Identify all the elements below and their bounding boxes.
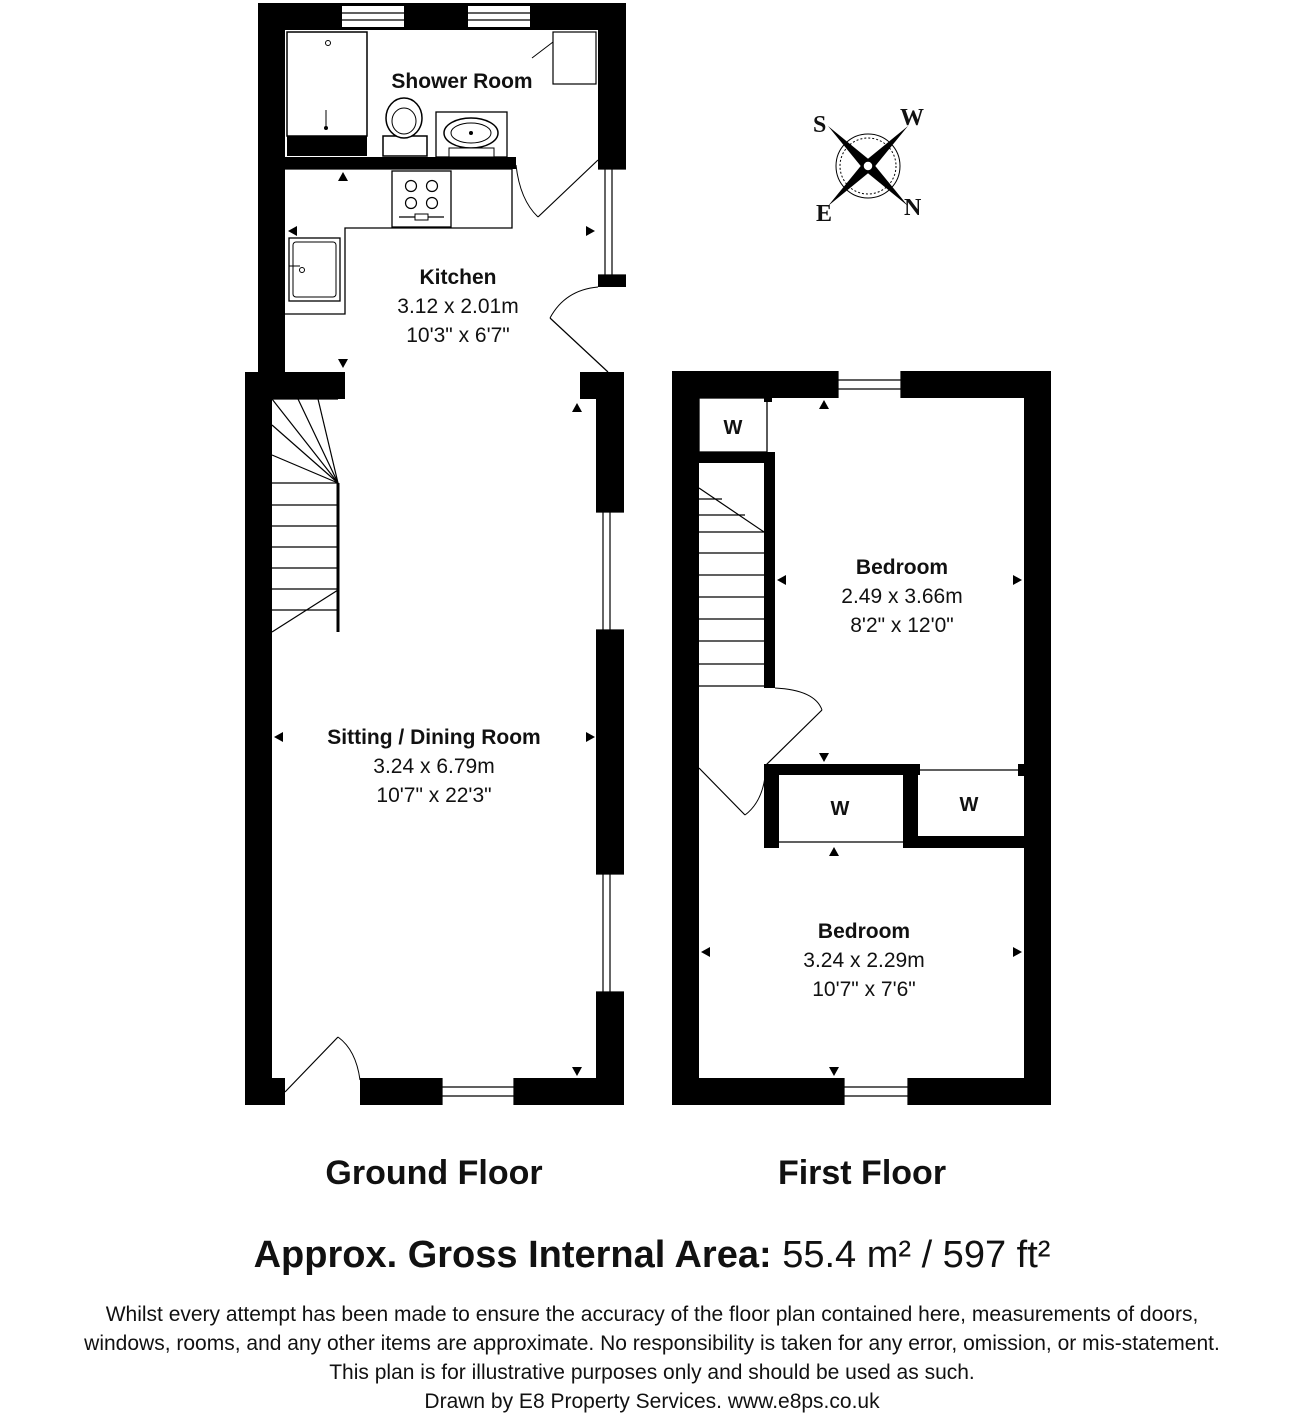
bedroom-1-imperial: 8'2" x 12'0" — [850, 614, 954, 637]
area-label: Approx. Gross Internal Area: — [253, 1234, 772, 1276]
compass-rose-icon — [828, 126, 908, 206]
basin — [436, 112, 507, 157]
wall — [672, 371, 699, 1105]
kitchen-label: Kitchen — [419, 266, 497, 289]
wardrobe-label: W — [959, 794, 979, 816]
wardrobe-label: W — [723, 417, 743, 439]
kitchen-sink — [289, 238, 340, 301]
wall — [764, 764, 920, 775]
wall — [598, 275, 626, 287]
wall — [764, 764, 779, 848]
disclaimer — [0, 1300, 1304, 1416]
door — [699, 688, 822, 815]
bedroom-2-label: Bedroom — [817, 920, 911, 943]
dimension-arrows — [701, 400, 1022, 1076]
window — [468, 6, 530, 27]
disclaimer-line: windows, rooms, and any other items are approximate. No responsibility is taken for any error, omission, or mis-statement. — [84, 1332, 1220, 1355]
wall — [258, 157, 516, 169]
kitchen-imperial: 10'3" x 6'7" — [406, 324, 510, 347]
wardrobe-label: W — [830, 798, 850, 820]
bedroom-2-metric: 3.24 x 2.29m — [803, 949, 925, 972]
wall — [903, 764, 918, 848]
wall — [598, 3, 626, 158]
disclaimer-line: This plan is for illustrative purposes only and should be used as such. — [329, 1361, 975, 1384]
first-floor-title: First Floor — [777, 1154, 947, 1192]
disclaimer-line: Drawn by E8 Property Services. www.e8ps.co.uk — [424, 1390, 880, 1413]
door — [285, 1037, 360, 1092]
wall — [245, 372, 272, 1105]
toilet — [383, 98, 427, 156]
door — [550, 287, 608, 372]
cupboard — [532, 32, 596, 84]
window — [598, 169, 626, 275]
shower-tray — [287, 32, 367, 156]
wall — [596, 372, 624, 1105]
wall — [245, 1078, 285, 1105]
ground-floor-plan — [245, 3, 626, 1105]
compass-east-label: E — [816, 201, 833, 227]
sitting-dining-metric: 3.24 x 6.79m — [373, 755, 495, 778]
wall — [903, 836, 1024, 848]
wall — [258, 3, 285, 158]
shower-room-label: Shower Room — [391, 70, 533, 93]
window — [838, 371, 901, 398]
window — [442, 1078, 514, 1105]
window — [596, 512, 624, 630]
staircase — [699, 488, 764, 686]
compass-south-label: S — [813, 112, 827, 138]
wall — [258, 157, 285, 372]
staircase — [272, 399, 338, 632]
disclaimer-line: Whilst every attempt has been made to ensure the accuracy of the floor plan contained here, measurements of doors, — [105, 1303, 1199, 1326]
compass-west-label: W — [900, 105, 924, 131]
window — [596, 874, 624, 992]
wall — [1024, 371, 1051, 1105]
compass-north-label: N — [904, 195, 922, 221]
gross-internal-area — [0, 1234, 1304, 1277]
bedroom-1-metric: 2.49 x 3.66m — [841, 585, 963, 608]
window — [844, 1078, 908, 1105]
wall — [598, 157, 626, 169]
sitting-dining-imperial: 10'7" x 22'3" — [376, 784, 492, 807]
ground-floor-title: Ground Floor — [325, 1154, 543, 1192]
bedroom-2-imperial: 10'7" x 7'6" — [812, 978, 916, 1001]
wall — [764, 452, 775, 688]
hob — [392, 171, 451, 227]
bedroom-1-label: Bedroom — [855, 556, 949, 579]
kitchen-metric: 3.12 x 2.01m — [397, 295, 519, 318]
wall — [258, 3, 626, 30]
wall — [699, 452, 775, 463]
area-value: 55.4 m² / 597 ft² — [782, 1234, 1051, 1276]
sitting-dining-label: Sitting / Dining Room — [327, 726, 541, 749]
door — [516, 160, 598, 217]
wall — [764, 398, 772, 402]
window — [342, 6, 404, 27]
